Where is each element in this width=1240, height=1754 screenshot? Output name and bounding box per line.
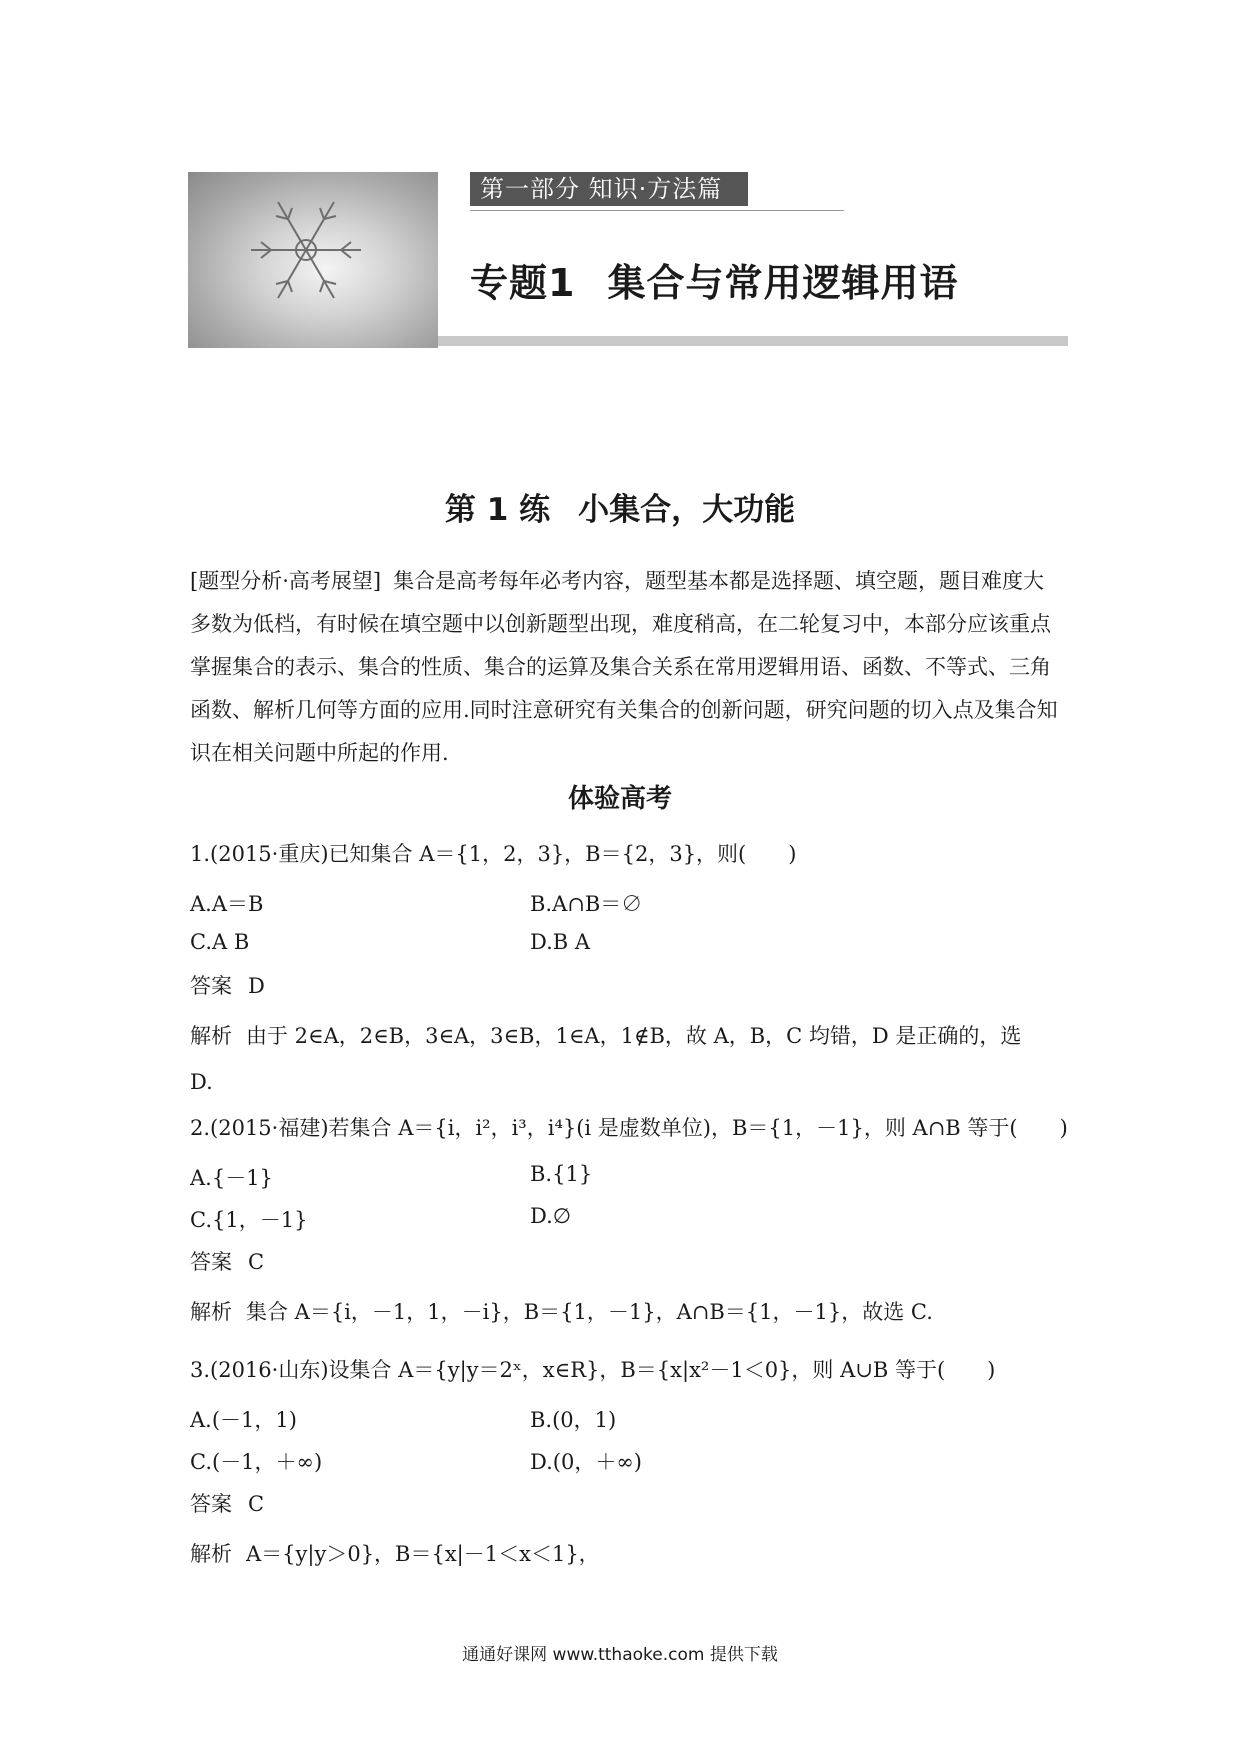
answer <box>190 1488 264 1518</box>
analysis-label: 解析 <box>190 1024 232 1048</box>
question-stem: 1.(2015·重庆)已知集合 A＝{1，2，3}，B＝{2，3}，则( ) <box>190 842 797 866</box>
option: A.A＝B <box>190 892 264 916</box>
option: D.∅ <box>530 1204 572 1228</box>
option: B.A∩B＝∅ <box>530 892 643 916</box>
answer-label: 答案 <box>190 974 232 998</box>
lesson-number: 第 1 练 <box>444 492 551 528</box>
part-label: 第一部分 知识·方法篇 <box>470 172 748 206</box>
option: D.(0，＋∞) <box>530 1450 643 1474</box>
option: A.{－1} <box>190 1166 273 1190</box>
lesson-name: 小集合，大功能 <box>578 492 796 528</box>
intro-tag: [题型分析·高考展望] <box>190 569 382 593</box>
option: B.(0，1) <box>530 1408 617 1432</box>
footer-text: 通通好课网 www.tthaoke.com 提供下载 <box>462 1645 778 1665</box>
topic-title <box>470 252 958 307</box>
analysis-label: 解析 <box>190 1542 232 1566</box>
section-title: 体验高考 <box>567 784 672 814</box>
analysis-text: 由于 2∈A，2∈B，3∈A，3∈B，1∈A，1∉B，故 A，B，C 均错，D 是正确的，选 <box>246 1024 1022 1048</box>
option: D.B A <box>530 930 591 954</box>
analysis-text: A＝{y|y＞0}，B＝{x|－1＜x＜1}， <box>246 1542 600 1566</box>
analysis-continued: D. <box>190 1070 213 1094</box>
answer-value: C <box>248 1492 265 1516</box>
option: C.(－1，＋∞) <box>190 1450 323 1474</box>
answer <box>190 1246 264 1276</box>
question-stem: 3.(2016·山东)设集合 A＝{y|y＝2ˣ，x∈R}，B＝{x|x²－1＜0}，则 A∪B 等于( ) <box>190 1358 996 1382</box>
answer-label: 答案 <box>190 1250 232 1274</box>
intro-paragraph <box>190 560 1060 775</box>
option: B.{1} <box>530 1162 593 1186</box>
question-stem: 2.(2015·福建)若集合 A＝{i，i²，i³，i⁴}(i 是虚数单位)，B＝{1，－1}，则 A∩B 等于( ) <box>190 1116 1068 1140</box>
analysis <box>190 1538 600 1568</box>
banner-bar <box>438 336 1068 346</box>
intro-text: 集合是高考每年必考内容，题型基本都是选择题、填空题，题目难度大多数为低档，有时候在填空题中以创新题型出现，难度稍高，在二轮复习中，本部分应该重点掌握集合的表示、集合的性质、集合的运算及集合关系在常用逻辑用语、函数、不等式、三角函数、解析几何等方面的应用.同时注意研究有关集合的创新问题，研究问题的切入点及集合知识在相关问题中所起的作用. <box>190 569 1058 765</box>
snowflake-image <box>188 172 438 348</box>
analysis <box>190 1296 933 1326</box>
analysis <box>190 1020 1021 1050</box>
analysis-label: 解析 <box>190 1300 232 1324</box>
lesson-title <box>0 484 1240 529</box>
answer-value: C <box>248 1250 265 1274</box>
answer-label: 答案 <box>190 1492 232 1516</box>
topic-name: 集合与常用逻辑用语 <box>607 261 959 305</box>
answer <box>190 970 265 1000</box>
option: C.A B <box>190 930 250 954</box>
divider <box>470 210 844 211</box>
answer-value: D <box>248 974 265 998</box>
option: C.{1，－1} <box>190 1208 308 1232</box>
analysis-text: 集合 A＝{i，－1，1，－i}，B＝{1，－1}，A∩B＝{1，－1}，故选 C. <box>246 1300 933 1324</box>
option: A.(－1，1) <box>190 1408 297 1432</box>
topic-number: 专题1 <box>470 261 576 305</box>
